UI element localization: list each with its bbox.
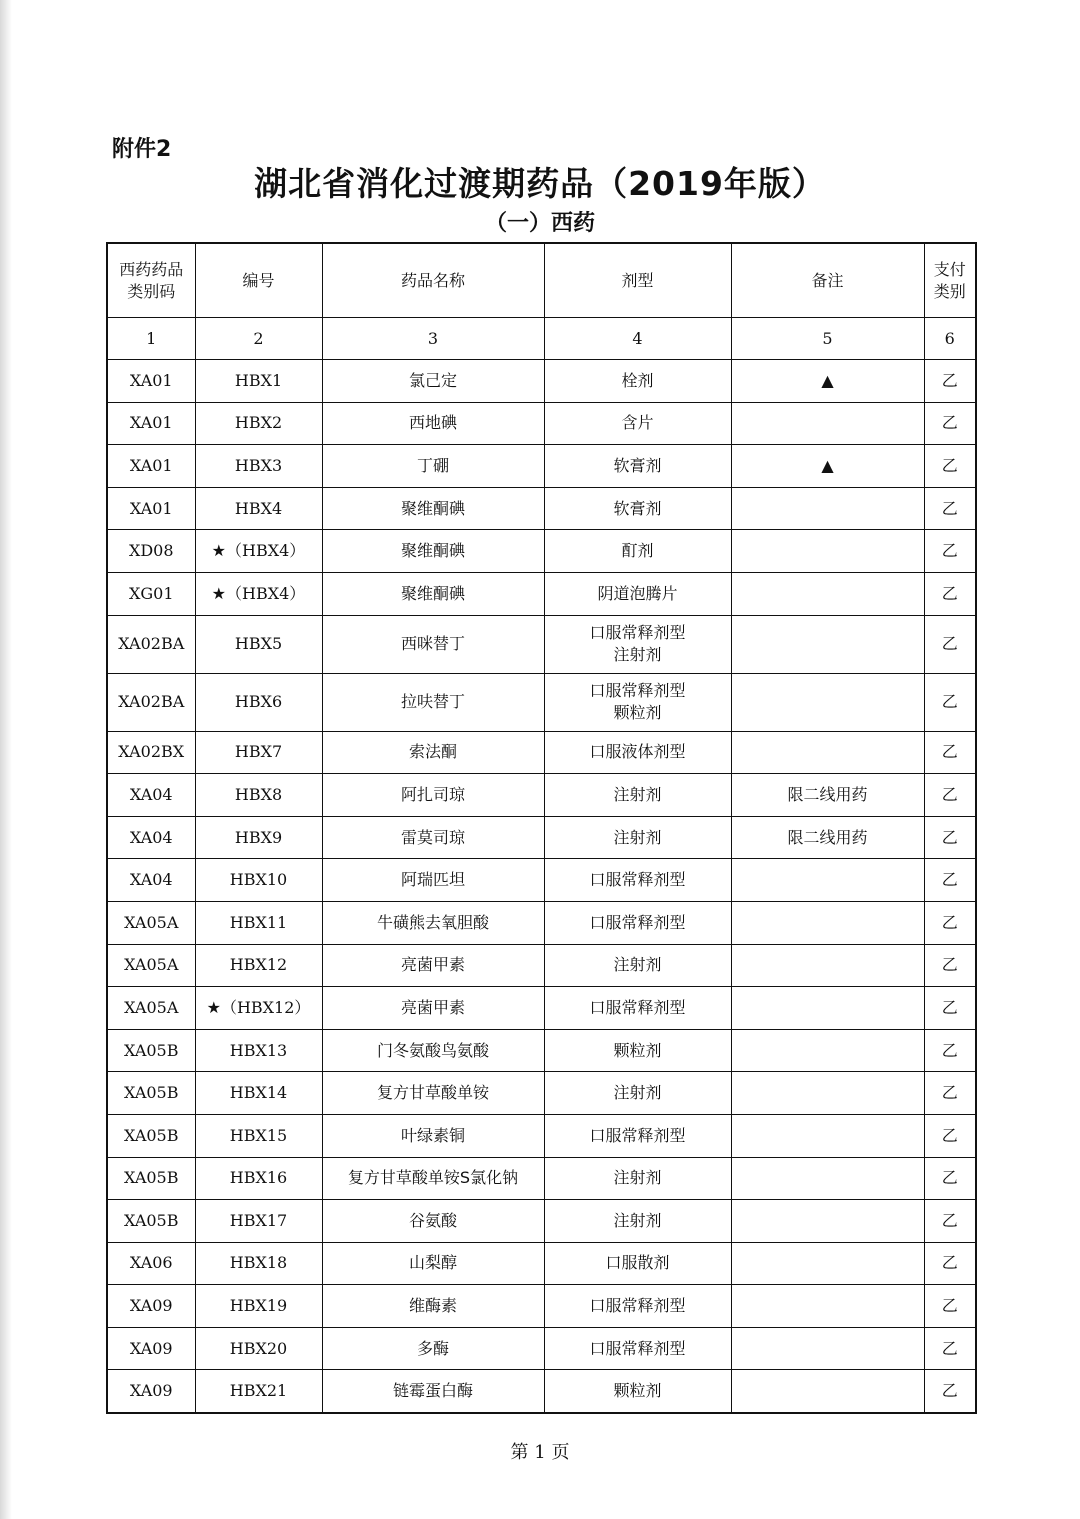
number-cell: HBX11 (195, 901, 322, 944)
payment-category-cell: 乙 (924, 1370, 976, 1413)
payment-category-cell: 乙 (924, 360, 976, 403)
attachment-label: 附件2 (112, 137, 172, 162)
table-row (107, 673, 976, 731)
table-row (107, 445, 976, 488)
header-remarks: 备注 (731, 243, 924, 318)
header-drug-name: 药品名称 (322, 243, 544, 318)
header-category-code: 西药药品 类别码 (107, 243, 195, 318)
number-cell: HBX15 (195, 1114, 322, 1157)
number-cell: HBX3 (195, 445, 322, 488)
number-cell: HBX18 (195, 1242, 322, 1285)
number-cell: HBX19 (195, 1285, 322, 1328)
drug-name-cell: 索法酮 (322, 731, 544, 774)
category-code-cell: XA05B (107, 1072, 195, 1115)
category-code-cell: XA01 (107, 360, 195, 403)
category-code-cell: XA05A (107, 901, 195, 944)
header-dosage-form: 剂型 (544, 243, 731, 318)
dosage-form-cell: 颗粒剂 (544, 1370, 731, 1413)
drug-name-cell: 复方甘草酸单铵S氯化钠 (322, 1157, 544, 1200)
drug-name-cell: 叶绿素铜 (322, 1114, 544, 1157)
table-row (107, 487, 976, 530)
remarks-cell (731, 673, 924, 731)
remarks-cell (731, 944, 924, 987)
remarks-cell (731, 1200, 924, 1243)
remarks-cell (731, 987, 924, 1030)
category-code-cell: XA09 (107, 1370, 195, 1413)
category-code-cell: XA05A (107, 944, 195, 987)
column-number: 3 (322, 318, 544, 360)
number-cell: HBX7 (195, 731, 322, 774)
remarks-cell (731, 530, 924, 573)
section-subtitle: （一）西药 (484, 211, 595, 236)
remarks-cell (731, 859, 924, 902)
table-header-row (107, 243, 976, 318)
table-row (107, 1327, 976, 1370)
dosage-form-cell: 注射剂 (544, 1157, 731, 1200)
payment-category-cell: 乙 (924, 530, 976, 573)
dosage-form-cell: 口服常释剂型 (544, 859, 731, 902)
drug-name-cell: 拉呋替丁 (322, 673, 544, 731)
number-cell: HBX6 (195, 673, 322, 731)
drug-name-cell: 复方甘草酸单铵 (322, 1072, 544, 1115)
table-row (107, 1370, 976, 1413)
remarks-cell: ▲ (731, 445, 924, 488)
table-row (107, 1157, 976, 1200)
drug-name-cell: 亮菌甲素 (322, 987, 544, 1030)
drug-name-cell: 聚维酮碘 (322, 530, 544, 573)
number-cell: HBX14 (195, 1072, 322, 1115)
number-cell: HBX5 (195, 615, 322, 673)
number-cell: HBX8 (195, 774, 322, 817)
payment-category-cell: 乙 (924, 487, 976, 530)
page-title: 湖北省消化过渡期药品（2019年版） (254, 164, 826, 203)
drug-name-cell: 阿瑞匹坦 (322, 859, 544, 902)
drug-name-cell: 牛磺熊去氧胆酸 (322, 901, 544, 944)
number-cell: HBX12 (195, 944, 322, 987)
remarks-cell (731, 1029, 924, 1072)
category-code-cell: XA01 (107, 402, 195, 445)
remarks-cell (731, 731, 924, 774)
number-cell: HBX10 (195, 859, 322, 902)
category-code-cell: XA04 (107, 816, 195, 859)
remarks-cell (731, 901, 924, 944)
dosage-form-cell: 注射剂 (544, 774, 731, 817)
payment-category-cell: 乙 (924, 901, 976, 944)
category-code-cell: XA04 (107, 859, 195, 902)
dosage-form-cell: 注射剂 (544, 944, 731, 987)
column-number: 6 (924, 318, 976, 360)
remarks-cell (731, 402, 924, 445)
category-code-cell: XD08 (107, 530, 195, 573)
payment-category-cell: 乙 (924, 1072, 976, 1115)
dosage-form-cell: 软膏剂 (544, 487, 731, 530)
dosage-form-cell: 口服常释剂型 (544, 1327, 731, 1370)
number-cell: HBX9 (195, 816, 322, 859)
dosage-form-cell: 注射剂 (544, 1200, 731, 1243)
dosage-form-cell: 注射剂 (544, 816, 731, 859)
drug-name-cell: 山梨醇 (322, 1242, 544, 1285)
table-row (107, 1114, 976, 1157)
dosage-form-cell: 口服散剂 (544, 1242, 731, 1285)
category-code-cell: XA05B (107, 1157, 195, 1200)
drug-name-cell: 阿扎司琼 (322, 774, 544, 817)
table-column-number-row (107, 318, 976, 360)
table-row (107, 615, 976, 673)
category-code-cell: XA05A (107, 987, 195, 1030)
drug-name-cell: 丁硼 (322, 445, 544, 488)
table-row (107, 1200, 976, 1243)
remarks-cell: ▲ (731, 360, 924, 403)
dosage-form-cell: 口服液体剂型 (544, 731, 731, 774)
category-code-cell: XA04 (107, 774, 195, 817)
number-cell: ★（HBX4） (195, 572, 322, 615)
remarks-cell: 限二线用药 (731, 774, 924, 817)
category-code-cell: XA05B (107, 1200, 195, 1243)
remarks-cell (731, 615, 924, 673)
drug-name-cell: 聚维酮碘 (322, 572, 544, 615)
table-row (107, 944, 976, 987)
payment-category-cell: 乙 (924, 1157, 976, 1200)
table-row (107, 1242, 976, 1285)
header-number: 编号 (195, 243, 322, 318)
dosage-form-cell: 口服常释剂型 颗粒剂 (544, 673, 731, 731)
payment-category-cell: 乙 (924, 1327, 976, 1370)
category-code-cell: XG01 (107, 572, 195, 615)
table-row (107, 731, 976, 774)
drug-name-cell: 西地碘 (322, 402, 544, 445)
number-cell: HBX2 (195, 402, 322, 445)
drug-name-cell: 亮菌甲素 (322, 944, 544, 987)
table-row (107, 901, 976, 944)
payment-category-cell: 乙 (924, 774, 976, 817)
table-row (107, 572, 976, 615)
dosage-form-cell: 颗粒剂 (544, 1029, 731, 1072)
table-row (107, 1072, 976, 1115)
remarks-cell (731, 1327, 924, 1370)
remarks-cell (731, 1072, 924, 1115)
table-row (107, 1029, 976, 1072)
category-code-cell: XA09 (107, 1327, 195, 1370)
payment-category-cell: 乙 (924, 1029, 976, 1072)
category-code-cell: XA05B (107, 1114, 195, 1157)
column-number: 5 (731, 318, 924, 360)
number-cell: ★（HBX12） (195, 987, 322, 1030)
dosage-form-cell: 口服常释剂型 (544, 1114, 731, 1157)
number-cell: HBX13 (195, 1029, 322, 1072)
payment-category-cell: 乙 (924, 445, 976, 488)
payment-category-cell: 乙 (924, 673, 976, 731)
drug-name-cell: 谷氨酸 (322, 1200, 544, 1243)
header-payment-category: 支付 类别 (924, 243, 976, 318)
drug-name-cell: 门冬氨酸鸟氨酸 (322, 1029, 544, 1072)
category-code-cell: XA02BA (107, 673, 195, 731)
drug-name-cell: 链霉蛋白酶 (322, 1370, 544, 1413)
payment-category-cell: 乙 (924, 816, 976, 859)
payment-category-cell: 乙 (924, 615, 976, 673)
dosage-form-cell: 酊剂 (544, 530, 731, 573)
payment-category-cell: 乙 (924, 1242, 976, 1285)
number-cell: HBX21 (195, 1370, 322, 1413)
remarks-cell (731, 487, 924, 530)
payment-category-cell: 乙 (924, 1200, 976, 1243)
remarks-cell (731, 1242, 924, 1285)
payment-category-cell: 乙 (924, 1285, 976, 1328)
number-cell: ★（HBX4） (195, 530, 322, 573)
drug-name-cell: 聚维酮碘 (322, 487, 544, 530)
dosage-form-cell: 软膏剂 (544, 445, 731, 488)
table-row (107, 774, 976, 817)
column-number: 2 (195, 318, 322, 360)
payment-category-cell: 乙 (924, 1114, 976, 1157)
dosage-form-cell: 口服常释剂型 注射剂 (544, 615, 731, 673)
number-cell: HBX16 (195, 1157, 322, 1200)
category-code-cell: XA01 (107, 445, 195, 488)
remarks-cell (731, 1114, 924, 1157)
table-row (107, 859, 976, 902)
number-cell: HBX17 (195, 1200, 322, 1243)
column-number: 4 (544, 318, 731, 360)
dosage-form-cell: 注射剂 (544, 1072, 731, 1115)
drug-name-cell: 维酶素 (322, 1285, 544, 1328)
dosage-form-cell: 口服常释剂型 (544, 987, 731, 1030)
table-row (107, 1285, 976, 1328)
dosage-form-cell: 口服常释剂型 (544, 1285, 731, 1328)
page-footer: 第 1 页 (510, 1442, 570, 1463)
table-row (107, 816, 976, 859)
payment-category-cell: 乙 (924, 572, 976, 615)
remarks-cell (731, 572, 924, 615)
category-code-cell: XA09 (107, 1285, 195, 1328)
dosage-form-cell: 阴道泡腾片 (544, 572, 731, 615)
table-row (107, 530, 976, 573)
remarks-cell (731, 1285, 924, 1328)
payment-category-cell: 乙 (924, 859, 976, 902)
column-number: 1 (107, 318, 195, 360)
category-code-cell: XA01 (107, 487, 195, 530)
table-row (107, 402, 976, 445)
category-code-cell: XA05B (107, 1029, 195, 1072)
remarks-cell (731, 1370, 924, 1413)
drug-name-cell: 西咪替丁 (322, 615, 544, 673)
payment-category-cell: 乙 (924, 944, 976, 987)
remarks-cell: 限二线用药 (731, 816, 924, 859)
dosage-form-cell: 含片 (544, 402, 731, 445)
number-cell: HBX1 (195, 360, 322, 403)
payment-category-cell: 乙 (924, 402, 976, 445)
category-code-cell: XA06 (107, 1242, 195, 1285)
drug-table (106, 242, 977, 1414)
number-cell: HBX20 (195, 1327, 322, 1370)
category-code-cell: XA02BA (107, 615, 195, 673)
dosage-form-cell: 栓剂 (544, 360, 731, 403)
payment-category-cell: 乙 (924, 987, 976, 1030)
payment-category-cell: 乙 (924, 731, 976, 774)
table-row (107, 987, 976, 1030)
drug-name-cell: 雷莫司琼 (322, 816, 544, 859)
drug-name-cell: 多酶 (322, 1327, 544, 1370)
table-row (107, 360, 976, 403)
category-code-cell: XA02BX (107, 731, 195, 774)
remarks-cell (731, 1157, 924, 1200)
drug-name-cell: 氯己定 (322, 360, 544, 403)
dosage-form-cell: 口服常释剂型 (544, 901, 731, 944)
number-cell: HBX4 (195, 487, 322, 530)
